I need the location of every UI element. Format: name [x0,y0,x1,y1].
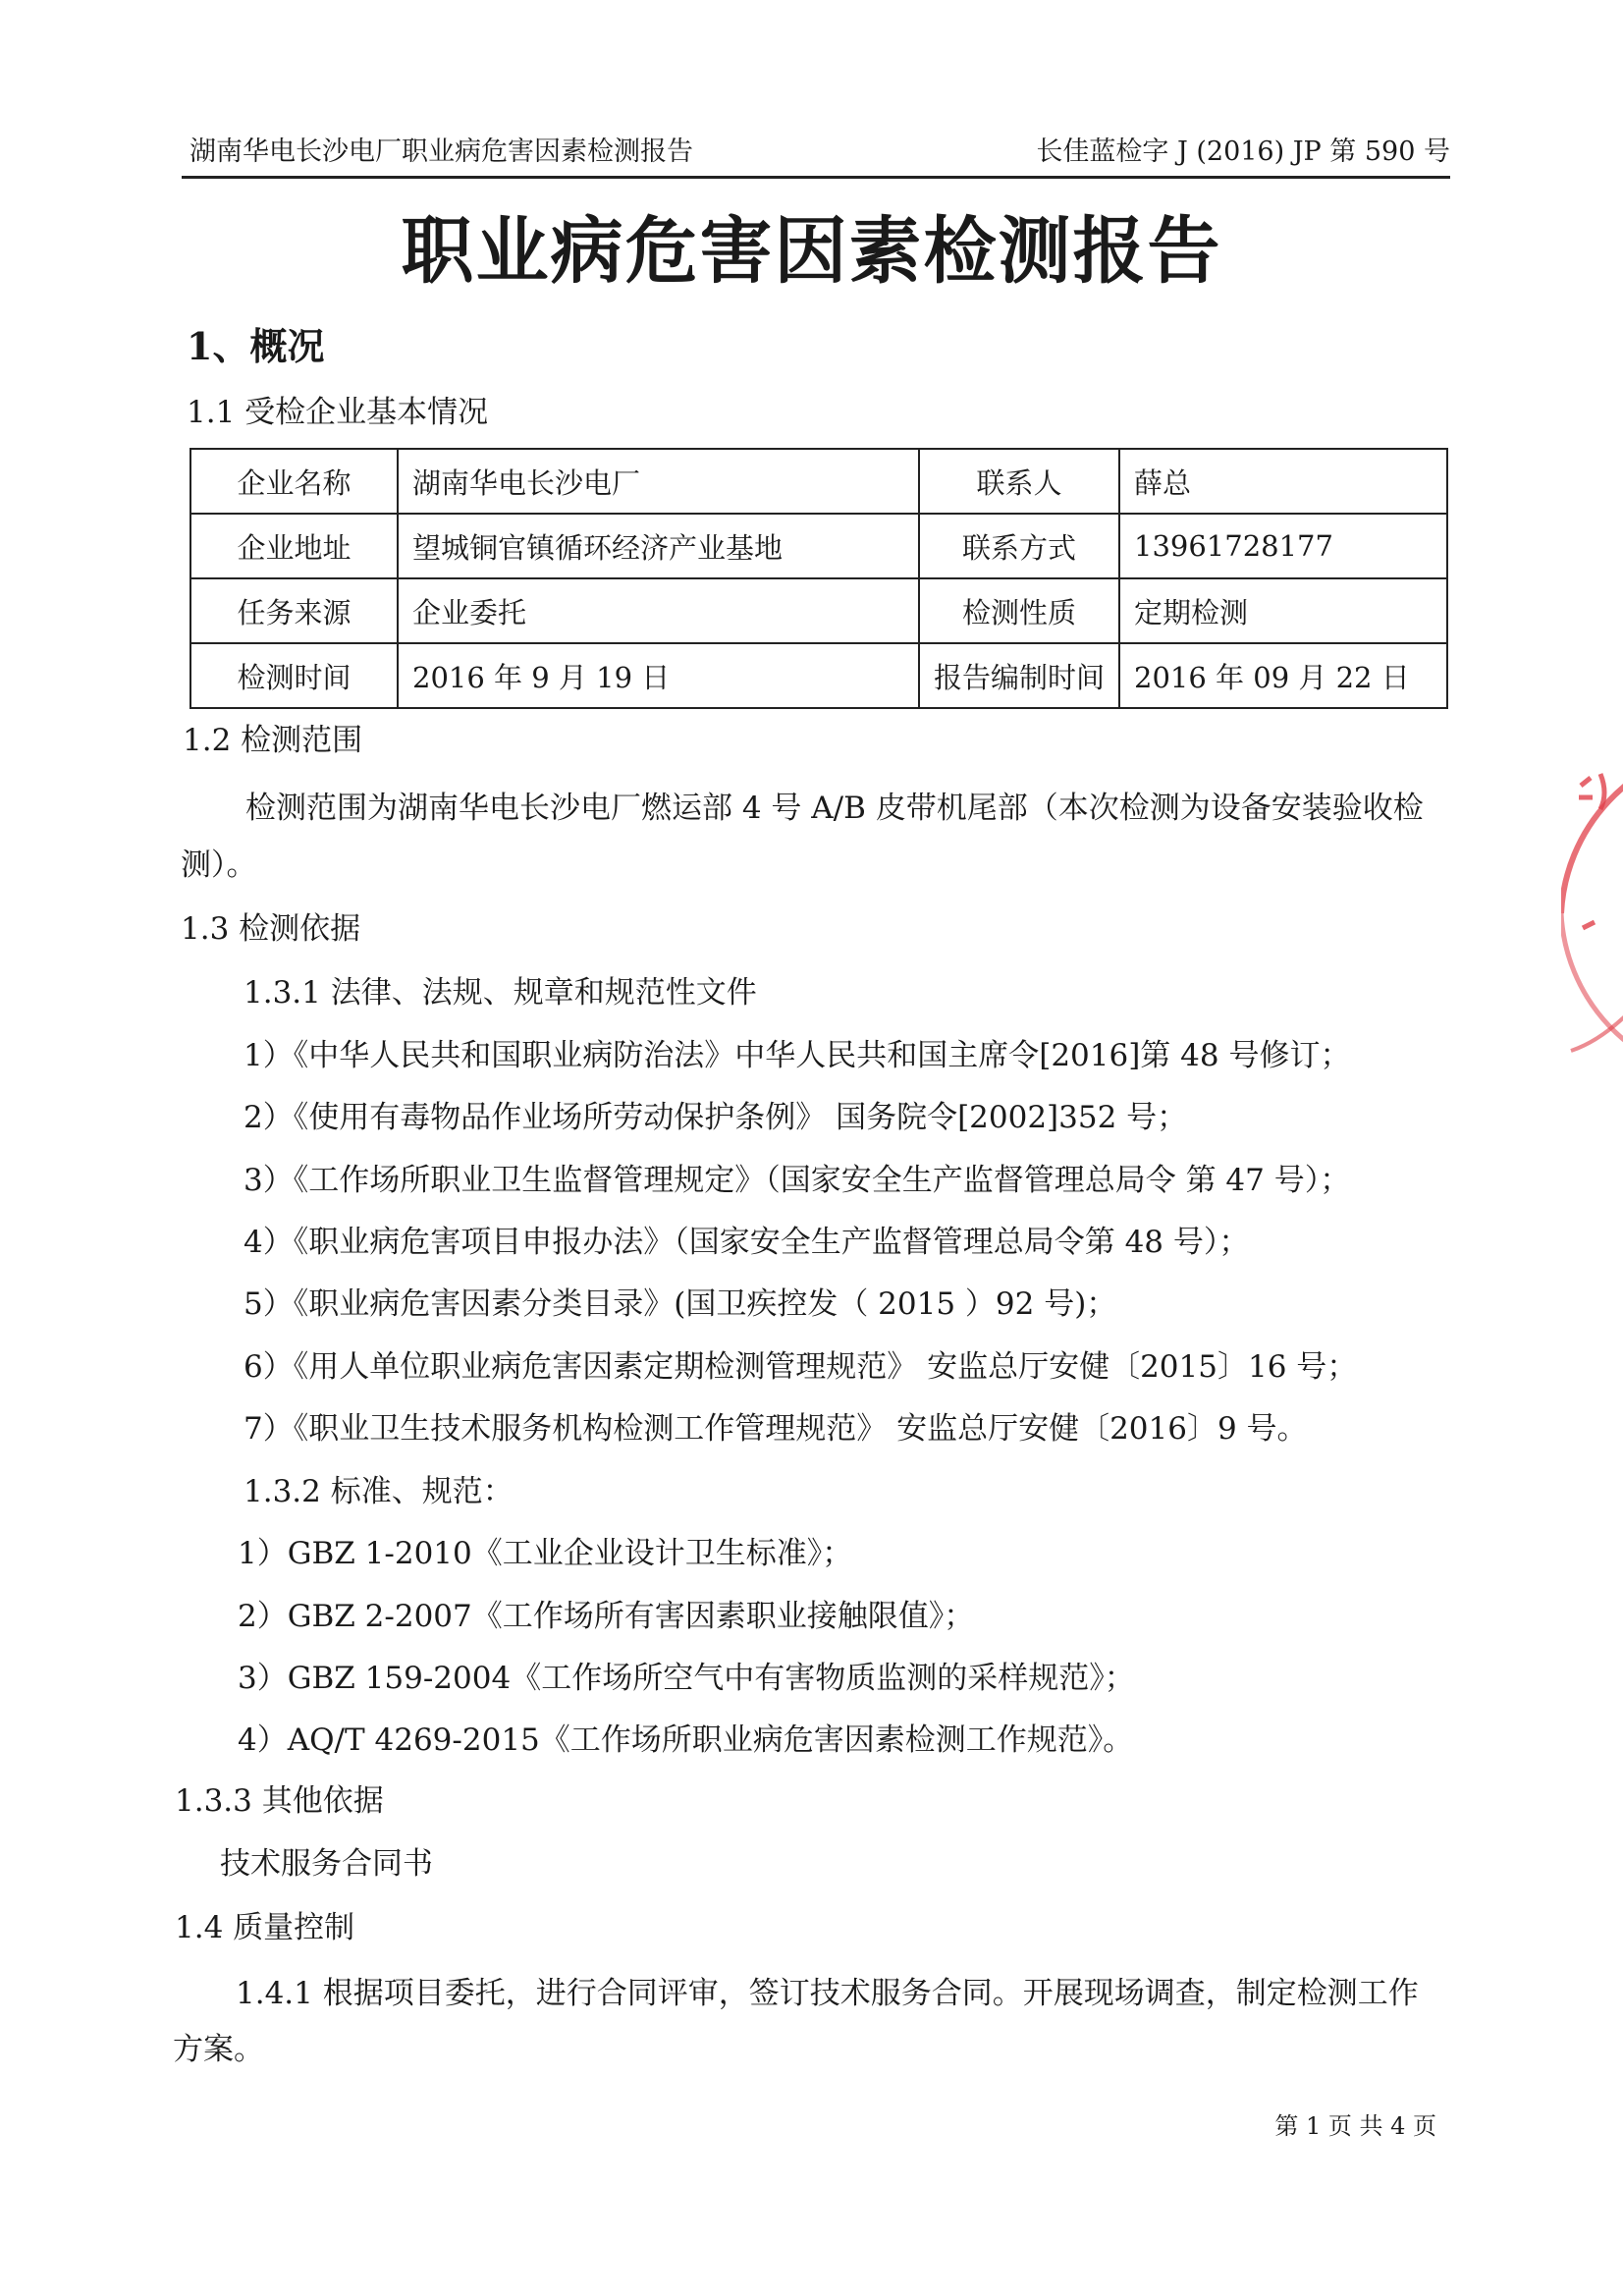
table-row [190,643,1447,708]
table-row [190,578,1447,643]
law-item: 7）《职业卫生技术服务机构检测工作管理规范》 安监总厅安健〔2016〕9 号。 [243,1411,1308,1447]
subsection-1-3-3: 1.3.3 其他依据 [175,1783,384,1819]
section-heading-1: 1、概况 [187,324,325,368]
standard-item: 2）GBZ 2-2007《工作场所有害因素职业接触限值》； [238,1599,975,1634]
table-cell: 2016 年 9 月 19 日 [398,643,919,708]
table-cell: 定期检测 [1119,578,1447,643]
law-item: 1）《中华人民共和国职业病防治法》中华人民共和国主席令[2016]第 48 号修订； [243,1038,1351,1073]
law-item: 6）《用人单位职业病危害因素定期检测管理规范》 安监总厅安健〔2015〕16 号； [243,1349,1358,1385]
scope-text-line-1: 检测范围为湖南华电长沙电厂燃运部 4 号 A/B 皮带机尾部（本次检测为设备安装验收检 [245,791,1424,826]
subsection-1-2: 1.2 检测范围 [183,723,363,758]
standard-item: 1）GBZ 1-2010《工业企业设计卫生标准》； [238,1536,853,1571]
table-cell: 13961728177 [1119,514,1447,578]
subsection-1-3-2: 1.3.2 标准、规范： [243,1474,514,1509]
table-cell: 企业地址 [190,514,398,578]
table-cell: 企业委托 [398,578,919,643]
enterprise-info-table [189,448,1448,709]
header-left: 湖南华电长沙电厂职业病危害因素检测报告 [189,137,693,167]
page-title: 职业病危害因素检测报告 [401,209,1222,294]
table-cell: 检测时间 [190,643,398,708]
scope-text-line-2: 测）。 [181,847,257,883]
subsection-1-3: 1.3 检测依据 [181,911,361,947]
seal-glyph [1579,774,1604,809]
subsection-1-3-1: 1.3.1 法律、法规、规章和规范性文件 [243,975,757,1011]
standard-item: 4）AQ/T 4269-2015《工作场所职业病危害因素检测工作规范》。 [238,1722,1134,1758]
table-cell: 企业名称 [190,449,398,514]
quality-text-line-1: 1.4.1 根据项目委托，进行合同评审，签订技术服务合同。开展现场调查，制定检测工作 [236,1976,1419,2011]
table-cell: 望城铜官镇循环经济产业基地 [398,514,919,578]
table-cell: 薛总 [1119,449,1447,514]
table-cell: 联系人 [919,449,1119,514]
table-cell: 2016 年 09 月 22 日 [1119,643,1447,708]
law-item: 3）《工作场所职业卫生监督管理规定》（国家安全生产监督管理总局令 第 47 号）； [243,1163,1351,1198]
standard-item: 3）GBZ 159-2004《工作场所空气中有害物质监测的采样规范》； [238,1661,1135,1696]
table-cell: 检测性质 [919,578,1119,643]
header-right: 长佳蓝检字 J (2016) JP 第 590 号 [1036,137,1450,167]
other-basis: 技术服务合同书 [220,1846,433,1882]
table-cell: 湖南华电长沙电厂 [398,449,919,514]
seal-arc [1561,746,1623,913]
table-row [190,514,1447,578]
seal-star [1583,922,1595,928]
subsection-1-4: 1.4 质量控制 [175,1910,355,1945]
page-number: 第 1 页 共 4 页 [1274,2112,1436,2140]
header-divider [182,176,1450,179]
table-cell: 联系方式 [919,514,1119,578]
seal-arc [1561,913,1623,1080]
subsection-1-1: 1.1 受检企业基本情况 [187,395,489,430]
law-item: 2）《使用有毒物品作业场所劳动保护条例》 国务院令[2002]352 号； [243,1100,1188,1135]
table-row [190,449,1447,514]
table-cell: 任务来源 [190,578,398,643]
seal-stamp-icon [1561,727,1623,1100]
law-item: 4）《职业病危害项目申报办法》（国家安全生产监督管理总局令第 48 号）； [243,1225,1250,1260]
quality-text-line-2: 方案。 [173,2032,264,2067]
law-item: 5）《职业病危害因素分类目录》(国卫疾控发（ 2015 ）92 号)； [243,1286,1117,1322]
table-cell: 报告编制时间 [919,643,1119,708]
